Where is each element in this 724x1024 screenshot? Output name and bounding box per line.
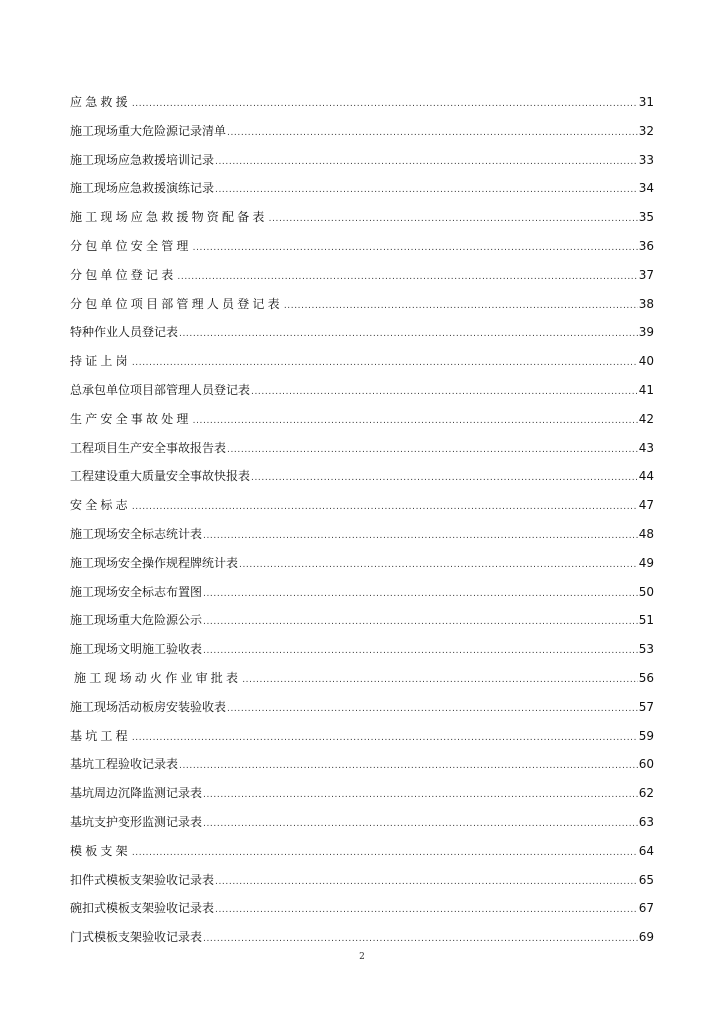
toc-entry[interactable]: [70, 894, 654, 923]
toc-dot-leader: [227, 695, 638, 724]
toc-entry-page: 49: [638, 555, 654, 570]
toc-entry[interactable]: [70, 290, 654, 319]
toc-entry-title: 基坑工程: [70, 728, 131, 743]
toc-entry-page: 38: [638, 296, 654, 311]
toc-entry-page: 63: [638, 814, 654, 829]
toc-entry-page: 32: [638, 123, 654, 138]
toc-entry[interactable]: [70, 635, 654, 664]
toc-entry-title: 施工现场活动板房安装验收表: [70, 699, 227, 714]
toc-entry[interactable]: [70, 923, 654, 952]
toc-entry-page: 42: [638, 411, 654, 426]
toc-dot-leader: [251, 464, 638, 493]
toc-entry-page: 33: [638, 152, 654, 167]
toc-entry-title: 施工现场安全标志布置图: [70, 584, 203, 599]
toc-dot-leader: [239, 551, 638, 580]
toc-dot-leader: [203, 810, 638, 839]
toc-entry-title: 应急救援: [70, 95, 131, 109]
toc-entry-page: 65: [638, 872, 654, 887]
toc-entry[interactable]: [70, 750, 654, 779]
toc-dot-leader: [179, 752, 638, 781]
toc-dot-leader: [227, 436, 638, 465]
toc-entry[interactable]: [70, 693, 654, 722]
toc-entry-page: 69: [638, 930, 654, 945]
toc-entry-page: 64: [638, 843, 654, 858]
toc-dot-leader: [132, 839, 638, 868]
toc-entry-page: 36: [638, 238, 654, 253]
toc-entry[interactable]: [70, 779, 654, 808]
toc-entry[interactable]: [70, 606, 654, 635]
toc-dot-leader: [132, 724, 638, 753]
toc-entry-page: 50: [638, 584, 654, 599]
toc-entry-page: 48: [638, 526, 654, 541]
toc-dot-leader: [203, 580, 638, 609]
toc-entry-page: 51: [638, 613, 654, 628]
toc-entry[interactable]: [70, 405, 654, 434]
toc-entry[interactable]: [70, 462, 654, 491]
table-of-contents: [70, 88, 654, 952]
toc-dot-leader: [132, 349, 638, 378]
toc-dot-leader: [284, 292, 638, 321]
page-number: 2: [359, 952, 365, 962]
toc-entry[interactable]: [70, 722, 654, 751]
toc-entry-page: 67: [638, 901, 654, 916]
toc-entry-page: 57: [638, 699, 654, 714]
toc-dot-leader: [215, 176, 638, 205]
toc-dot-leader: [215, 148, 638, 177]
toc-dot-leader: [227, 119, 638, 148]
toc-entry-page: 34: [638, 181, 654, 196]
toc-entry-page: 60: [638, 757, 654, 772]
toc-entry-page: 39: [638, 325, 654, 340]
toc-entry-title: 持证上岗: [70, 354, 131, 369]
toc-dot-leader: [132, 493, 638, 522]
toc-entry[interactable]: [70, 232, 654, 261]
toc-entry-page: 31: [638, 95, 654, 109]
toc-dot-leader: [242, 666, 638, 695]
toc-entry-title: 基坑周边沉降监测记录表: [70, 786, 203, 801]
toc-dot-leader: [203, 522, 638, 551]
toc-entry[interactable]: [70, 549, 654, 578]
toc-entry[interactable]: [70, 491, 654, 520]
toc-dot-leader: [269, 205, 638, 234]
toc-entry-title: 施工现场安全操作规程牌统计表: [70, 555, 239, 570]
toc-entry-title: 门式模板支架验收记录表: [70, 930, 203, 945]
toc-entry-title: 施工现场重大危险源公示: [70, 613, 203, 628]
toc-entry-title: 分包单位登记表: [70, 267, 177, 282]
toc-entry[interactable]: [70, 808, 654, 837]
toc-entry-title: 施工现场动火作业审批表: [74, 670, 242, 685]
toc-entry[interactable]: [70, 261, 654, 290]
toc-entry-title: 基坑工程验收记录表: [70, 757, 179, 772]
toc-entry-title: 生产安全事故处理: [70, 411, 192, 426]
toc-entry-page: 40: [638, 354, 654, 369]
toc-dot-leader: [215, 896, 638, 925]
toc-entry-title: 分包单位安全管理: [70, 238, 192, 253]
toc-dot-leader: [132, 90, 638, 119]
toc-dot-leader: [203, 608, 638, 637]
toc-entry[interactable]: [70, 376, 654, 405]
toc-entry[interactable]: [70, 578, 654, 607]
toc-entry-page: 35: [638, 210, 654, 225]
toc-entry-title: 扣件式模板支架验收记录表: [70, 872, 215, 887]
toc-entry[interactable]: [70, 88, 654, 117]
toc-entry[interactable]: [70, 664, 654, 693]
toc-entry-title: 特种作业人员登记表: [70, 325, 179, 340]
toc-dot-leader: [193, 234, 638, 263]
toc-entry-title: 施工现场安全标志统计表: [70, 526, 203, 541]
toc-dot-leader: [179, 320, 638, 349]
toc-dot-leader: [177, 263, 637, 292]
toc-entry-page: 56: [638, 670, 654, 685]
toc-dot-leader: [203, 925, 638, 954]
toc-entry-title: 工程项目生产安全事故报告表: [70, 440, 227, 455]
toc-entry-page: 53: [638, 642, 654, 657]
toc-entry-title: 总承包单位项目部管理人员登记表: [70, 382, 251, 397]
toc-entry-title: 碗扣式模板支架验收记录表: [70, 901, 215, 916]
toc-entry-title: 工程建设重大质量安全事故快报表: [70, 469, 251, 484]
toc-entry-page: 44: [638, 469, 654, 484]
toc-entry-page: 47: [638, 498, 654, 513]
toc-entry-title: 基坑支护变形监测记录表: [70, 814, 203, 829]
toc-dot-leader: [193, 407, 638, 436]
toc-entry[interactable]: [70, 347, 654, 376]
toc-entry-page: 37: [638, 267, 654, 282]
toc-entry-page: 62: [638, 786, 654, 801]
toc-entry[interactable]: [70, 174, 654, 203]
toc-dot-leader: [203, 781, 638, 810]
toc-entry-title: 分包单位项目部管理人员登记表: [70, 296, 283, 311]
toc-entry[interactable]: [70, 117, 654, 146]
toc-entry-title: 施工现场应急救援演练记录: [70, 181, 215, 196]
toc-entry[interactable]: [70, 318, 654, 347]
toc-entry-title: 施工现场重大危险源记录清单: [70, 123, 227, 138]
toc-entry-page: 41: [638, 382, 654, 397]
toc-entry-page: 43: [638, 440, 654, 455]
toc-entry[interactable]: [70, 434, 654, 463]
toc-entry[interactable]: [70, 520, 654, 549]
toc-entry-title: 施工现场文明施工验收表: [70, 642, 203, 657]
toc-entry[interactable]: [70, 146, 654, 175]
toc-entry-title: 施工现场应急救援物资配备表: [70, 210, 268, 225]
toc-dot-leader: [251, 378, 638, 407]
toc-entry-page: 59: [638, 728, 654, 743]
toc-entry[interactable]: [70, 203, 654, 232]
toc-entry-title: 施工现场应急救援培训记录: [70, 152, 215, 167]
toc-entry-title: 安全标志: [70, 498, 131, 513]
toc-dot-leader: [203, 637, 638, 666]
toc-entry[interactable]: [70, 837, 654, 866]
toc-entry-title: 模板支架: [70, 843, 131, 858]
toc-entry[interactable]: [70, 866, 654, 895]
toc-dot-leader: [215, 868, 638, 897]
